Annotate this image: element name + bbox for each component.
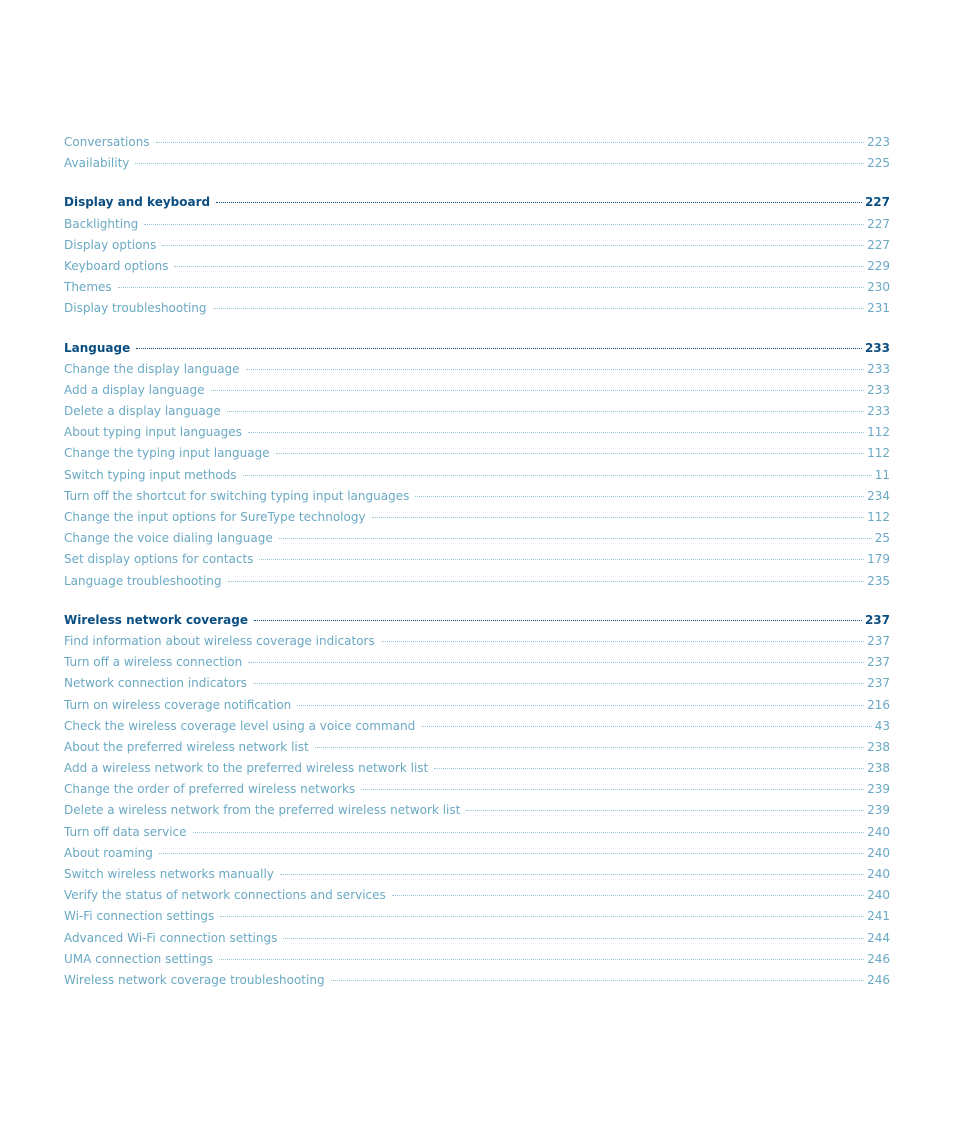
toc-entry-title: Conversations	[64, 135, 150, 149]
dot-leader	[276, 453, 864, 454]
dot-leader	[434, 768, 864, 769]
toc-entry[interactable]	[64, 214, 890, 235]
toc-entry-title: Switch wireless networks manually	[64, 867, 274, 881]
dot-leader	[297, 705, 864, 706]
toc-entry-page-number: 216	[867, 697, 890, 712]
dot-leader	[466, 810, 864, 811]
toc-entry-page-number: 25	[874, 531, 890, 546]
toc-entry[interactable]	[64, 571, 890, 592]
toc-entry-page-number: 112	[867, 510, 890, 524]
toc-entry[interactable]	[64, 928, 890, 949]
dot-leader	[243, 475, 872, 476]
dot-leader	[135, 163, 864, 164]
toc-heading[interactable]	[64, 192, 890, 213]
toc-entry-page-number: 234	[867, 488, 890, 503]
toc-entry-page-number: 237	[867, 676, 890, 691]
dot-leader	[246, 369, 865, 370]
dot-leader	[254, 620, 862, 621]
toc-entry-page-number: 227	[867, 216, 890, 231]
toc-entry[interactable]	[64, 298, 890, 319]
toc-entry-page-number: 233	[867, 361, 890, 376]
toc-entry-page-number: 112	[867, 425, 890, 440]
toc-entry-title: Availability	[64, 156, 130, 171]
toc-entry-title: Language troubleshooting	[64, 573, 222, 588]
toc-entry-title: Network connection indicators	[64, 676, 247, 691]
toc-heading-title: Display and keyboard	[64, 195, 211, 210]
toc-heading-page-number: 233	[864, 340, 890, 355]
toc-entry[interactable]	[64, 822, 890, 843]
toc-entry-title: Set display options for contacts	[64, 552, 254, 567]
toc-entry-title: Themes	[64, 280, 112, 295]
dot-leader	[193, 832, 865, 833]
toc-entry-page-number: 241	[867, 909, 890, 924]
dot-leader	[211, 390, 865, 391]
toc-entry[interactable]	[64, 465, 890, 486]
toc-entry[interactable]	[64, 401, 890, 422]
toc-entry[interactable]	[64, 507, 890, 528]
toc-entry[interactable]	[64, 779, 890, 800]
dot-leader	[361, 789, 864, 790]
dot-leader	[228, 581, 865, 582]
toc-entry-page-number: 238	[867, 739, 890, 754]
dot-leader	[162, 245, 864, 246]
dot-leader	[144, 224, 864, 225]
toc-entry-page-number: 112	[867, 446, 890, 461]
toc-entry-page-number: 246	[867, 951, 890, 966]
dot-leader	[156, 142, 865, 143]
dot-leader	[213, 308, 865, 309]
toc-entry[interactable]	[64, 716, 890, 737]
dot-leader	[259, 559, 864, 560]
toc-entry-page-number: 240	[867, 867, 890, 881]
toc-entry-title: Turn off the shortcut for switching typing input languages	[64, 488, 410, 503]
toc-entry-page-number: 239	[867, 782, 890, 797]
toc-entry[interactable]	[64, 277, 890, 298]
toc-entry-title: About roaming	[64, 845, 153, 860]
toc-entry-title: Turn off a wireless connection	[64, 655, 243, 670]
toc-entry[interactable]	[64, 652, 890, 673]
toc-entry-title: About typing input languages	[64, 425, 242, 440]
toc-entry[interactable]	[64, 758, 890, 779]
toc-entry-title: Change the input options for SureType technology	[64, 510, 366, 524]
toc-entry[interactable]	[64, 800, 890, 821]
toc-entry-page-number: 237	[867, 655, 890, 670]
toc-entry-page-number: 240	[867, 845, 890, 860]
dot-leader	[421, 726, 872, 727]
toc-entry-title: Wi-Fi connection settings	[64, 909, 215, 924]
toc-entry-page-number: 246	[867, 972, 890, 987]
toc-entry-page-number: 43	[874, 718, 890, 733]
dot-leader	[248, 432, 864, 433]
toc-entry-title: Change the typing input language	[64, 446, 270, 461]
toc-entry-title: Find information about wireless coverage indicators	[64, 633, 375, 648]
toc-entry[interactable]	[64, 631, 890, 652]
toc-entry[interactable]	[64, 970, 890, 991]
toc-heading[interactable]	[64, 338, 890, 359]
toc-entry[interactable]	[64, 380, 890, 401]
dot-leader	[136, 348, 862, 349]
toc-entry-page-number: 240	[867, 888, 890, 903]
toc-entry[interactable]	[64, 695, 890, 716]
toc-entry[interactable]	[64, 235, 890, 256]
toc-entry-title: Switch typing input methods	[64, 467, 237, 482]
toc-entry-page-number: 244	[867, 930, 890, 945]
toc-entry-title: Change the voice dialing language	[64, 531, 273, 546]
toc-entry-title: Display options	[64, 237, 157, 252]
toc-entry-page-number: 229	[867, 258, 890, 273]
toc-entry-title: Wireless network coverage troubleshooting	[64, 972, 325, 987]
toc-heading[interactable]	[64, 610, 890, 631]
toc-entry[interactable]	[64, 737, 890, 758]
toc-entry-title: Add a display language	[64, 382, 205, 397]
toc-entry-title: UMA connection settings	[64, 951, 213, 966]
toc-section	[64, 132, 890, 174]
dot-leader	[159, 853, 864, 854]
toc-entry-title: Keyboard options	[64, 258, 169, 273]
toc-entry-title: Display troubleshooting	[64, 301, 207, 316]
dot-leader	[227, 411, 864, 412]
toc-entry-page-number: 239	[867, 803, 890, 818]
dot-leader	[415, 496, 864, 497]
toc-entry[interactable]	[64, 132, 890, 153]
toc-entry[interactable]	[64, 153, 890, 174]
toc-entry[interactable]	[64, 864, 890, 885]
toc-entry-title: Turn off data service	[64, 824, 187, 839]
toc-entry-title: Backlighting	[64, 216, 139, 231]
toc-entry[interactable]	[64, 528, 890, 549]
toc-entry-page-number: 233	[867, 382, 890, 397]
dot-leader	[372, 517, 865, 518]
toc-entry-title: Delete a display language	[64, 404, 221, 419]
toc-entry-page-number: 230	[867, 280, 890, 295]
dot-leader	[279, 538, 872, 539]
toc-entry-title: Advanced Wi-Fi connection settings	[64, 930, 278, 945]
toc-entry-page-number: 237	[867, 633, 890, 648]
toc-entry[interactable]	[64, 549, 890, 570]
toc-entry-page-number: 231	[867, 301, 890, 316]
dot-leader	[283, 938, 864, 939]
toc-entry-page-number: 235	[867, 573, 890, 588]
dot-leader	[216, 202, 862, 203]
toc-entry[interactable]	[64, 843, 890, 864]
toc-entry[interactable]	[64, 486, 890, 507]
toc-entry-title: Turn on wireless coverage notification	[64, 697, 292, 712]
toc-entry[interactable]	[64, 673, 890, 694]
toc-entry-title: Add a wireless network to the preferred wireless network list	[64, 761, 429, 776]
toc-entry-title: Delete a wireless network from the preferred wireless network list	[64, 803, 461, 818]
dot-leader	[392, 895, 864, 896]
toc-entry[interactable]	[64, 422, 890, 443]
table-of-contents	[64, 132, 890, 991]
toc-entry-page-number: 233	[867, 404, 890, 419]
toc-heading-page-number: 227	[864, 195, 890, 210]
toc-section	[64, 610, 890, 991]
toc-entry-title: Change the order of preferred wireless networks	[64, 782, 356, 797]
dot-leader	[280, 874, 864, 875]
dot-leader	[331, 980, 865, 981]
toc-entry-page-number: 240	[867, 824, 890, 839]
toc-entry-page-number: 238	[867, 761, 890, 776]
dot-leader	[174, 266, 864, 267]
toc-entry-title: Change the display language	[64, 361, 240, 376]
toc-heading-title: Wireless network coverage	[64, 612, 249, 627]
dot-leader	[381, 641, 864, 642]
dot-leader	[118, 287, 864, 288]
dot-leader	[315, 747, 864, 748]
toc-entry[interactable]	[64, 443, 890, 464]
dot-leader	[248, 662, 864, 663]
toc-heading-page-number: 237	[864, 612, 890, 627]
toc-entry-page-number: 227	[867, 237, 890, 252]
toc-section	[64, 338, 890, 592]
dot-leader	[253, 683, 864, 684]
toc-entry-page-number: 11	[874, 467, 890, 482]
toc-entry[interactable]	[64, 256, 890, 277]
toc-entry[interactable]	[64, 906, 890, 927]
toc-entry-page-number: 223	[867, 135, 890, 149]
toc-entry-title: About the preferred wireless network list	[64, 739, 309, 754]
dot-leader	[220, 916, 864, 917]
toc-entry-page-number: 179	[867, 552, 890, 567]
toc-entry-title: Check the wireless coverage level using a voice command	[64, 718, 416, 733]
toc-heading-title: Language	[64, 340, 131, 355]
toc-section	[64, 192, 890, 319]
dot-leader	[219, 959, 864, 960]
toc-entry-title: Verify the status of network connections and services	[64, 888, 386, 903]
toc-entry-page-number: 225	[867, 156, 890, 171]
toc-entry[interactable]	[64, 359, 890, 380]
toc-entry[interactable]	[64, 949, 890, 970]
toc-entry[interactable]	[64, 885, 890, 906]
